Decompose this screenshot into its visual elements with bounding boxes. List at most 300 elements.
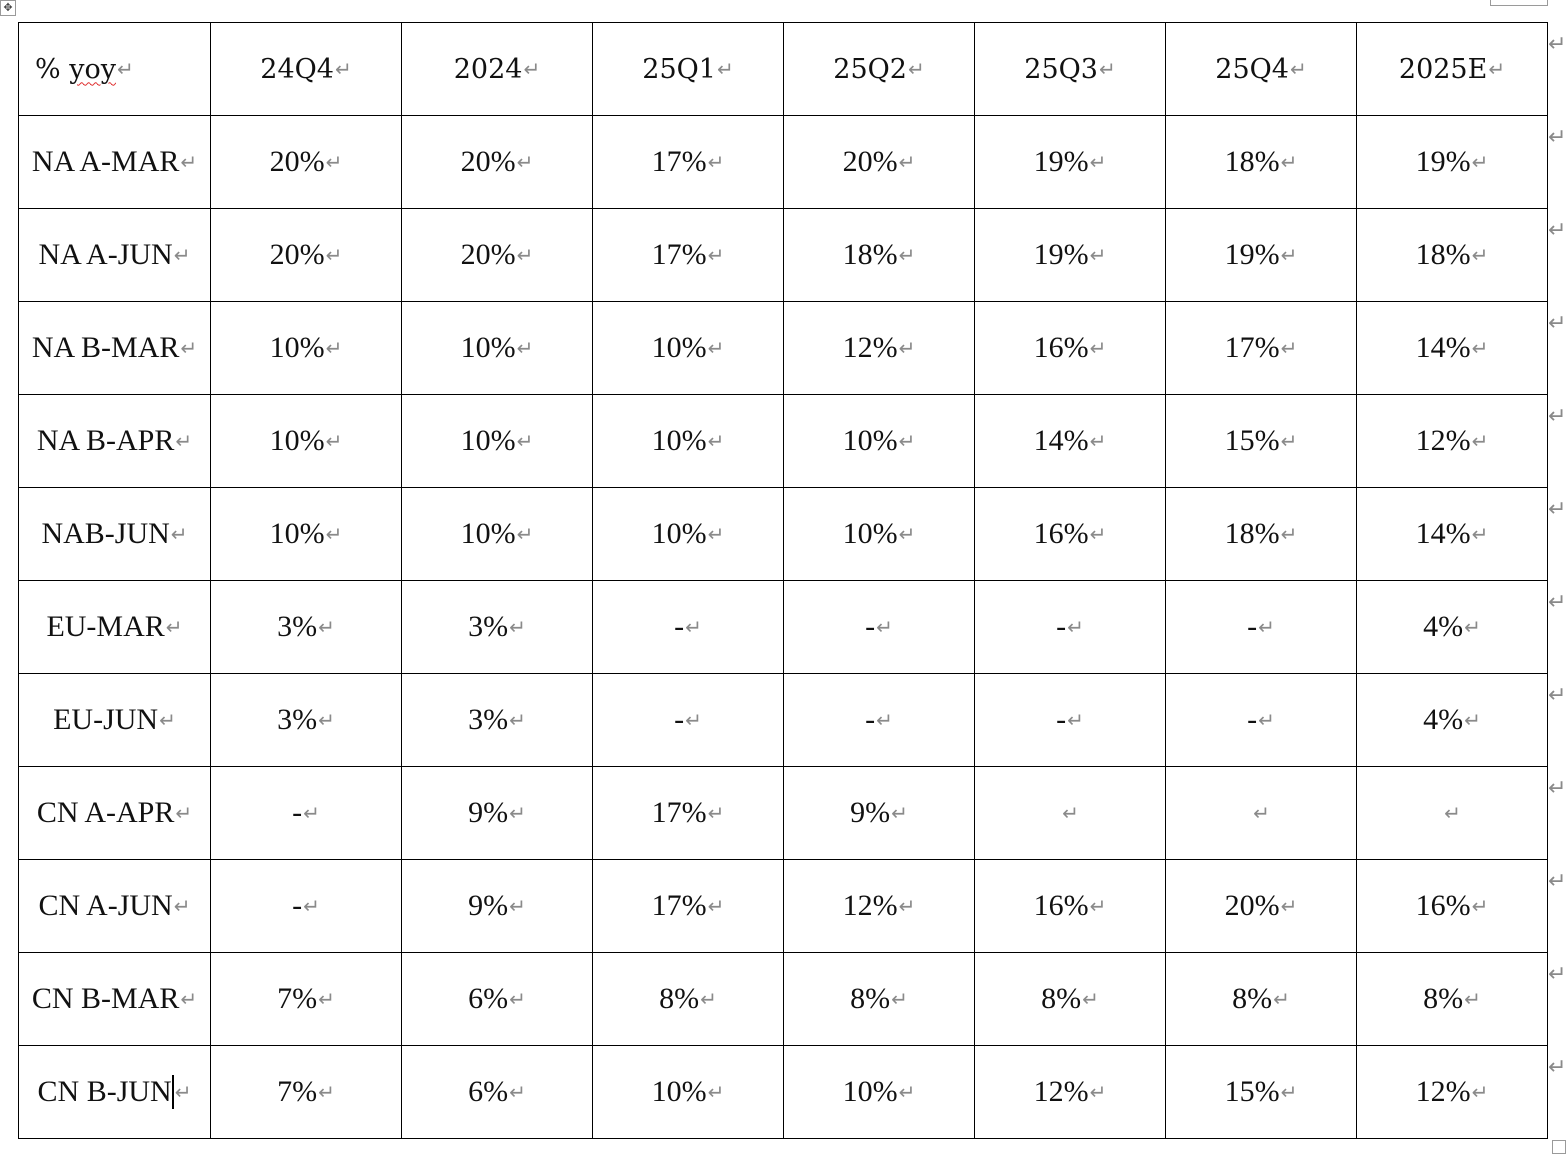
table-cell[interactable] [593, 767, 784, 860]
paragraph-return-icon: ↵ [174, 1079, 192, 1104]
paragraph-return-icon: ↵ [516, 150, 534, 174]
cell-value: 4% [1423, 703, 1464, 736]
table-row [19, 116, 1548, 209]
cell-value: 17% [651, 238, 707, 271]
cell-value: 3% [277, 703, 318, 736]
paragraph-return-icon: ↵ [523, 56, 541, 81]
table-cell[interactable] [593, 1046, 784, 1139]
cell-value: 18% [1415, 238, 1471, 271]
table-cell[interactable] [402, 674, 593, 767]
table-cell[interactable] [1166, 953, 1357, 1046]
paragraph-return-icon: ↵ [509, 615, 526, 639]
cell-value: 3% [468, 703, 509, 736]
header-label-text: % yoy [35, 53, 117, 85]
row-label-cell[interactable] [19, 209, 211, 302]
cell-value: 8% [1041, 982, 1082, 1015]
cell-value: - [1056, 703, 1067, 736]
row-label-cell[interactable] [19, 767, 211, 860]
table-cell[interactable] [1166, 581, 1357, 674]
cell-value: 10% [460, 331, 516, 364]
paragraph-return-icon: ↵ [318, 615, 335, 639]
cell-value: 9% [468, 796, 509, 829]
cell-value: 14% [1415, 331, 1471, 364]
cell-value: 19% [1224, 238, 1280, 271]
paragraph-return-icon: ↵ [707, 801, 725, 825]
cell-value: 17% [651, 796, 707, 829]
table-cell[interactable] [211, 581, 402, 674]
table-cell[interactable] [402, 395, 593, 488]
table-cell[interactable] [1357, 488, 1548, 581]
table-cell[interactable] [1357, 395, 1548, 488]
table-cell[interactable] [1357, 209, 1548, 302]
paragraph-return-icon: ↵ [1098, 56, 1116, 81]
paragraph-return-icon: ↵ [516, 243, 534, 267]
cell-value: 14% [1415, 517, 1471, 550]
header-corner-cell[interactable] [19, 23, 211, 116]
paragraph-return-icon: ↵ [303, 894, 320, 918]
table-cell[interactable] [1357, 860, 1548, 953]
paragraph-return-icon: ↵ [325, 336, 343, 360]
row-end-mark-icon: ↵ [1548, 497, 1566, 522]
row-end-mark-icon: ↵ [1548, 125, 1566, 150]
row-label: NAB-JUN [41, 517, 170, 550]
row-label-cell[interactable] [19, 674, 211, 767]
table-cell[interactable] [1166, 860, 1357, 953]
table-cell[interactable] [211, 302, 402, 395]
cell-value: 12% [842, 331, 898, 364]
row-label: NA B-APR [36, 424, 175, 457]
column-header[interactable] [1357, 23, 1548, 116]
paragraph-return-icon: ↵ [707, 243, 725, 267]
row-end-mark-icon: ↵ [1548, 776, 1566, 801]
paragraph-return-icon: ↵ [1280, 150, 1298, 174]
paragraph-return-icon: ↵ [318, 1080, 335, 1104]
table-resize-handle[interactable] [1552, 1140, 1566, 1154]
paragraph-return-icon: ↵ [516, 522, 534, 546]
paragraph-return-icon: ↵ [1089, 522, 1107, 546]
table-cell[interactable] [1357, 302, 1548, 395]
paragraph-return-icon: ↵ [1488, 56, 1506, 81]
cell-value: - [674, 703, 685, 736]
cell-value: 19% [1415, 145, 1471, 178]
table-cell[interactable] [1166, 209, 1357, 302]
paragraph-return-icon: ↵ [175, 429, 193, 453]
paragraph-return-icon: ↵ [1471, 243, 1489, 267]
paragraph-return-icon: ↵ [707, 522, 725, 546]
table-cell[interactable] [784, 302, 975, 395]
cell-value: 10% [842, 517, 898, 550]
table-cell[interactable] [1357, 674, 1548, 767]
cell-value: 18% [1224, 145, 1280, 178]
paragraph-return-icon: ↵ [173, 894, 191, 918]
table-cell[interactable] [1166, 395, 1357, 488]
cell-value: 15% [1224, 1075, 1280, 1108]
row-label: NA B-MAR [31, 331, 180, 364]
table-cell[interactable] [402, 116, 593, 209]
table-cell[interactable] [593, 581, 784, 674]
cell-value: 7% [277, 1075, 318, 1108]
cell-value: 16% [1033, 517, 1089, 550]
cell-value: 12% [1415, 424, 1471, 457]
data-table [18, 22, 1548, 1139]
row-label-cell[interactable] [19, 488, 211, 581]
paragraph-return-icon: ↵ [707, 429, 725, 453]
paragraph-return-icon: ↵ [1464, 615, 1481, 639]
table-cell[interactable] [402, 953, 593, 1046]
paragraph-return-icon: ↵ [898, 429, 916, 453]
paragraph-return-icon: ↵ [318, 708, 335, 732]
cell-value: 12% [1033, 1075, 1089, 1108]
cell-value: 10% [842, 424, 898, 457]
table-cell[interactable] [1166, 1046, 1357, 1139]
paragraph-return-icon: ↵ [334, 56, 352, 81]
table-cell[interactable] [975, 302, 1166, 395]
paragraph-return-icon: ↵ [325, 243, 343, 267]
table-cell[interactable] [402, 581, 593, 674]
table-cell[interactable] [1166, 116, 1357, 209]
paragraph-return-icon: ↵ [117, 56, 134, 81]
table-cell[interactable] [975, 209, 1166, 302]
table-cell[interactable] [784, 1046, 975, 1139]
paragraph-return-icon: ↵ [1253, 801, 1270, 825]
table-row [19, 302, 1548, 395]
paragraph-return-icon: ↵ [175, 801, 193, 825]
paragraph-return-icon: ↵ [1067, 615, 1084, 639]
row-label: EU-MAR [46, 610, 165, 643]
table-cell[interactable] [975, 1046, 1166, 1139]
paragraph-return-icon: ↵ [1471, 336, 1489, 360]
column-header-label: 2024 [453, 53, 523, 85]
table-cell[interactable] [1166, 767, 1357, 860]
paragraph-return-icon: ↵ [180, 336, 198, 360]
row-label-cell[interactable] [19, 581, 211, 674]
cell-value: 10% [269, 517, 325, 550]
column-header-label: 25Q1 [642, 53, 716, 85]
paragraph-return-icon: ↵ [180, 150, 198, 174]
paragraph-return-icon: ↵ [170, 522, 188, 546]
paragraph-return-icon: ↵ [876, 615, 893, 639]
row-label: CN A-JUN [38, 889, 173, 922]
paragraph-return-icon: ↵ [707, 150, 725, 174]
table-cell[interactable] [402, 860, 593, 953]
table-cell[interactable] [784, 116, 975, 209]
table-cell[interactable] [211, 674, 402, 767]
paragraph-return-icon: ↵ [1089, 150, 1107, 174]
table-cell[interactable] [402, 209, 593, 302]
cell-value: 8% [1232, 982, 1273, 1015]
cell-value: 19% [1033, 145, 1089, 178]
cell-value: 10% [651, 424, 707, 457]
table-cell[interactable] [784, 209, 975, 302]
cell-value: 10% [651, 517, 707, 550]
table-cell[interactable] [402, 302, 593, 395]
table-cell[interactable] [1166, 674, 1357, 767]
cell-value: 16% [1415, 889, 1471, 922]
cell-value: - [1247, 610, 1258, 643]
table-cell[interactable] [593, 860, 784, 953]
paragraph-return-icon: ↵ [1289, 56, 1307, 81]
table-cell[interactable] [211, 209, 402, 302]
row-end-mark-icon: ↵ [1548, 218, 1566, 243]
row-end-mark-icon: ↵ [1548, 404, 1566, 429]
cell-value: 20% [460, 145, 516, 178]
paragraph-return-icon: ↵ [1089, 429, 1107, 453]
table-row [19, 953, 1548, 1046]
paragraph-return-icon: ↵ [716, 56, 734, 81]
table-move-handle-icon[interactable]: ✥ [0, 0, 16, 16]
paragraph-return-icon: ↵ [1280, 1080, 1298, 1104]
table-cell[interactable] [975, 767, 1166, 860]
table-row [19, 767, 1548, 860]
paragraph-return-icon: ↵ [509, 987, 526, 1011]
table-cell[interactable] [402, 488, 593, 581]
paragraph-return-icon: ↵ [700, 987, 717, 1011]
paragraph-return-icon: ↵ [907, 56, 925, 81]
column-header-label: 25Q3 [1024, 53, 1098, 85]
paragraph-return-icon: ↵ [1471, 894, 1489, 918]
row-end-mark-icon: ↵ [1548, 32, 1566, 57]
table-cell[interactable] [1357, 1046, 1548, 1139]
table-cell[interactable] [975, 116, 1166, 209]
row-label: NA A-JUN [38, 238, 173, 271]
cell-value: 17% [651, 145, 707, 178]
table-cell[interactable] [784, 767, 975, 860]
text-cursor [172, 1075, 174, 1109]
row-label-cell[interactable] [19, 116, 211, 209]
paragraph-return-icon: ↵ [325, 522, 343, 546]
table-cell[interactable] [211, 116, 402, 209]
table-cell[interactable] [975, 953, 1166, 1046]
table-cell[interactable] [211, 860, 402, 953]
paragraph-return-icon: ↵ [1464, 708, 1481, 732]
paragraph-return-icon: ↵ [516, 336, 534, 360]
paragraph-return-icon: ↵ [509, 1080, 526, 1104]
paragraph-return-icon: ↵ [685, 615, 702, 639]
table-cell[interactable] [593, 488, 784, 581]
cell-value: 15% [1224, 424, 1280, 457]
paragraph-return-icon: ↵ [898, 1080, 916, 1104]
table-cell[interactable] [211, 395, 402, 488]
table-cell[interactable] [211, 953, 402, 1046]
paragraph-return-icon: ↵ [173, 243, 191, 267]
cell-value: 20% [1224, 889, 1280, 922]
table-cell[interactable] [211, 767, 402, 860]
cell-value: 14% [1033, 424, 1089, 457]
paragraph-return-icon: ↵ [1273, 987, 1290, 1011]
cell-value: 4% [1423, 610, 1464, 643]
row-label-cell[interactable] [19, 860, 211, 953]
cell-value: 18% [1224, 517, 1280, 550]
cell-value: 9% [850, 796, 891, 829]
column-header-label: 24Q4 [260, 53, 334, 85]
column-header-label: 25Q4 [1215, 53, 1289, 85]
table-cell[interactable] [211, 1046, 402, 1139]
paragraph-return-icon: ↵ [898, 894, 916, 918]
cell-value: 8% [659, 982, 700, 1015]
table-cell[interactable] [1166, 302, 1357, 395]
cell-value: - [865, 610, 876, 643]
paragraph-return-icon: ↵ [1464, 987, 1481, 1011]
row-label: NA A-MAR [31, 145, 180, 178]
column-header[interactable] [1166, 23, 1357, 116]
paragraph-return-icon: ↵ [1471, 150, 1489, 174]
row-end-mark-icon: ↵ [1548, 962, 1566, 987]
paragraph-return-icon: ↵ [707, 1080, 725, 1104]
cell-value: 16% [1033, 889, 1089, 922]
table-cell[interactable] [784, 674, 975, 767]
table-cell[interactable] [593, 953, 784, 1046]
table-cell[interactable] [975, 488, 1166, 581]
table-cell[interactable] [593, 674, 784, 767]
cell-value: 3% [468, 610, 509, 643]
table-cell[interactable] [784, 395, 975, 488]
row-label-cell[interactable] [19, 302, 211, 395]
cell-value: 17% [651, 889, 707, 922]
paragraph-return-icon: ↵ [159, 708, 176, 732]
row-label-cell[interactable] [19, 1046, 211, 1139]
paragraph-return-icon: ↵ [318, 987, 335, 1011]
cell-value: - [1247, 703, 1258, 736]
paragraph-return-icon: ↵ [876, 708, 893, 732]
cell-value: 20% [460, 238, 516, 271]
column-header[interactable] [402, 23, 593, 116]
paragraph-return-icon: ↵ [509, 801, 526, 825]
cell-value: 8% [850, 982, 891, 1015]
row-end-mark-icon: ↵ [1548, 1055, 1566, 1080]
paragraph-return-icon: ↵ [165, 615, 183, 639]
column-header[interactable] [211, 23, 402, 116]
cell-value: 10% [842, 1075, 898, 1108]
paragraph-return-icon: ↵ [1089, 243, 1107, 267]
cell-value: 6% [468, 982, 509, 1015]
table-row [19, 1046, 1548, 1139]
cell-value: 12% [842, 889, 898, 922]
paragraph-return-icon: ↵ [516, 429, 534, 453]
column-header[interactable] [784, 23, 975, 116]
row-end-mark-icon: ↵ [1548, 311, 1566, 336]
table-row [19, 674, 1548, 767]
cell-value: 19% [1033, 238, 1089, 271]
table-cell[interactable] [784, 860, 975, 953]
table-cell[interactable] [1357, 953, 1548, 1046]
cell-value: - [674, 610, 685, 643]
table-cell[interactable] [593, 116, 784, 209]
table-cell[interactable] [975, 674, 1166, 767]
row-label: CN B-MAR [31, 982, 180, 1015]
paragraph-return-icon: ↵ [1471, 522, 1489, 546]
row-label-cell[interactable] [19, 953, 211, 1046]
table-cell[interactable] [402, 767, 593, 860]
paragraph-return-icon: ↵ [898, 243, 916, 267]
cell-value: 9% [468, 889, 509, 922]
cell-value: 12% [1415, 1075, 1471, 1108]
paragraph-return-icon: ↵ [1089, 336, 1107, 360]
table-cell[interactable] [1357, 767, 1548, 860]
paragraph-return-icon: ↵ [891, 801, 908, 825]
table-cell[interactable] [975, 860, 1166, 953]
column-header-label: 2025E [1398, 53, 1488, 85]
column-header[interactable] [975, 23, 1166, 116]
paragraph-return-icon: ↵ [1280, 522, 1298, 546]
table-cell[interactable] [975, 395, 1166, 488]
paragraph-return-icon: ↵ [1067, 708, 1084, 732]
table-cell[interactable] [593, 302, 784, 395]
cell-value: 17% [1224, 331, 1280, 364]
table-row [19, 209, 1548, 302]
table-cell[interactable] [784, 488, 975, 581]
paragraph-return-icon: ↵ [1444, 801, 1461, 825]
paragraph-return-icon: ↵ [1258, 615, 1275, 639]
table-cell[interactable] [1357, 581, 1548, 674]
cell-value: 10% [269, 424, 325, 457]
cell-value: 3% [277, 610, 318, 643]
cell-value: 20% [269, 145, 325, 178]
row-label-cell[interactable] [19, 395, 211, 488]
column-header[interactable] [593, 23, 784, 116]
header-label [35, 54, 116, 85]
paragraph-return-icon: ↵ [1089, 1080, 1107, 1104]
table-row [19, 395, 1548, 488]
cell-value: 10% [460, 517, 516, 550]
cell-value: 10% [651, 331, 707, 364]
cell-value: 6% [468, 1075, 509, 1108]
paragraph-return-icon: ↵ [1082, 987, 1099, 1011]
header-row [19, 23, 1548, 116]
table-row [19, 860, 1548, 953]
table-cell[interactable] [593, 395, 784, 488]
row-end-mark-icon: ↵ [1548, 683, 1566, 708]
paragraph-return-icon: ↵ [898, 522, 916, 546]
table-cell[interactable] [975, 581, 1166, 674]
paragraph-return-icon: ↵ [898, 336, 916, 360]
table-cell[interactable] [1357, 116, 1548, 209]
paragraph-return-icon: ↵ [509, 708, 526, 732]
table-cell[interactable] [784, 953, 975, 1046]
paragraph-return-icon: ↵ [1089, 894, 1107, 918]
cell-value: - [865, 703, 876, 736]
cell-value: 16% [1033, 331, 1089, 364]
table-cell[interactable] [1166, 488, 1357, 581]
paragraph-return-icon: ↵ [180, 987, 198, 1011]
table-cell[interactable] [402, 1046, 593, 1139]
cell-value: 10% [651, 1075, 707, 1108]
table-cell[interactable] [593, 209, 784, 302]
table-cell[interactable] [211, 488, 402, 581]
table-cell[interactable] [784, 581, 975, 674]
cell-value: 18% [842, 238, 898, 271]
row-label: EU-JUN [53, 703, 159, 736]
paragraph-return-icon: ↵ [1471, 1080, 1489, 1104]
paragraph-return-icon: ↵ [1062, 801, 1079, 825]
cell-value: 7% [277, 982, 318, 1015]
column-header-label: 25Q2 [833, 53, 907, 85]
row-end-mark-icon: ↵ [1548, 590, 1566, 615]
row-label: CN A-APR [36, 796, 175, 829]
table-row [19, 488, 1548, 581]
paragraph-return-icon: ↵ [707, 336, 725, 360]
paragraph-return-icon: ↵ [685, 708, 702, 732]
paragraph-return-icon: ↵ [707, 894, 725, 918]
cell-value: 10% [460, 424, 516, 457]
row-label: CN B-JUN [37, 1074, 172, 1108]
cell-value: 8% [1423, 982, 1464, 1015]
row-end-mark-icon: ↵ [1548, 869, 1566, 894]
cell-value: 20% [269, 238, 325, 271]
paragraph-return-icon: ↵ [1280, 243, 1298, 267]
table-row [19, 581, 1548, 674]
paragraph-return-icon: ↵ [1280, 429, 1298, 453]
cell-value: 20% [842, 145, 898, 178]
